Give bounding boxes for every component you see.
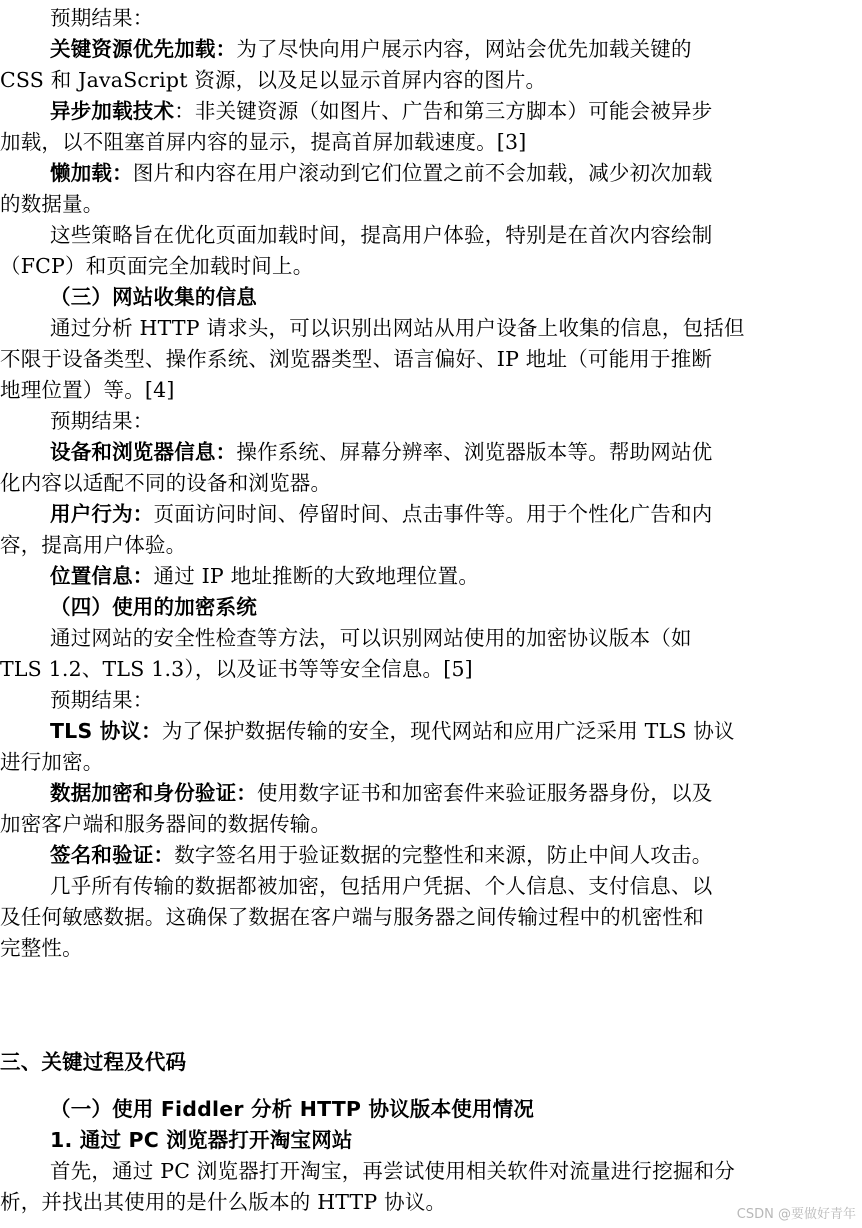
text: 预期结果：: [50, 688, 154, 712]
bold-term: 懒加载：: [50, 161, 133, 185]
text: 操作系统、屏幕分辨率、浏览器版本等。帮助网站优: [236, 440, 713, 464]
paragraph-line: [0, 499, 862, 530]
paragraph-line: [0, 778, 862, 809]
paragraph-line: [0, 561, 862, 592]
paragraph-line: [0, 375, 862, 406]
paragraph-line: [0, 127, 862, 158]
text: 及任何敏感数据。这确保了数据在客户端与服务器之间传输过程中的机密性和: [0, 905, 704, 929]
bold-term: 用户行为：: [50, 502, 154, 526]
paragraph-line: [0, 530, 862, 561]
text: 预期结果：: [50, 6, 154, 30]
paragraph-line: [0, 747, 862, 778]
paragraph-line: [0, 871, 862, 902]
subsection-heading: [0, 1125, 862, 1156]
paragraph-line: [0, 34, 862, 65]
paragraph-line: [0, 189, 862, 220]
paragraph-line: [0, 158, 862, 189]
bold-term: 关键资源优先加载：: [50, 37, 237, 61]
text: 地理位置）等。[4]: [0, 378, 175, 402]
text: 通过分析 HTTP 请求头，可以识别出网站从用户设备上收集的信息，包括但: [50, 316, 745, 340]
text: CSS 和 JavaScript 资源，以及足以显示首屏内容的图片。: [0, 68, 547, 92]
paragraph-line: [0, 654, 862, 685]
text: 为了保护数据传输的安全，现代网站和应用广泛采用 TLS 协议: [161, 719, 735, 743]
heading-text: 1. 通过 PC 浏览器打开淘宝网站: [50, 1128, 353, 1152]
paragraph-line: [0, 313, 862, 344]
bold-term: 数据加密和身份验证：: [50, 781, 257, 805]
paragraph-line: [0, 933, 862, 964]
heading-text: （三）网站收集的信息: [50, 285, 257, 309]
chapter-heading: [0, 1047, 862, 1078]
csdn-watermark: CSDN @要做好青年: [736, 1207, 856, 1222]
paragraph-line: [0, 902, 862, 933]
text: 数字签名用于验证数据的完整性和来源，防止中间人攻击。: [174, 843, 713, 867]
paragraph-line: [0, 1187, 862, 1218]
heading-text: （四）使用的加密系统: [50, 595, 257, 619]
paragraph-line: [0, 809, 862, 840]
paragraph-line: [0, 406, 862, 437]
text: 进行加密。: [0, 750, 104, 774]
paragraph-line: [0, 96, 862, 127]
text: 预期结果：: [50, 409, 154, 433]
text: 几乎所有传输的数据都被加密，包括用户凭据、个人信息、支付信息、以: [50, 874, 713, 898]
paragraph-line: [0, 220, 862, 251]
text: 为了尽快向用户展示内容，网站会优先加载关键的: [236, 37, 692, 61]
bold-term: 异步加载技术: [50, 99, 175, 123]
text: 的数据量。: [0, 192, 104, 216]
paragraph-line: [0, 3, 862, 34]
text: 通过 IP 地址推断的大致地理位置。: [153, 564, 480, 588]
text: 加载，以不阻塞首屏内容的显示，提高首屏加载速度。[3]: [0, 130, 527, 154]
paragraph-line: [0, 251, 862, 282]
paragraph-line: [0, 1156, 862, 1187]
text: 化内容以适配不同的设备和浏览器。: [0, 471, 332, 495]
text: 通过网站的安全性检查等方法，可以识别网站使用的加密协议版本（如: [50, 626, 692, 650]
bold-term: 签名和验证：: [50, 843, 175, 867]
section-heading: [0, 1094, 862, 1125]
heading-text: 三、关键过程及代码: [0, 1050, 187, 1074]
bold-term: 设备和浏览器信息：: [50, 440, 237, 464]
paragraph-line: [0, 840, 862, 871]
paragraph-line: [0, 437, 862, 468]
text: 首先，通过 PC 浏览器打开淘宝，再尝试使用相关软件对流量进行挖掘和分: [50, 1159, 736, 1183]
heading-text: （一）使用 Fiddler 分析 HTTP 协议版本使用情况: [50, 1097, 535, 1121]
paragraph-line: [0, 344, 862, 375]
bold-term: TLS 协议：: [50, 719, 162, 743]
text: 使用数字证书和加密套件来验证服务器身份，以及: [257, 781, 713, 805]
text: 不限于设备类型、操作系统、浏览器类型、语言偏好、IP 地址（可能用于推断: [0, 347, 713, 371]
text: 加密客户端和服务器间的数据传输。: [0, 812, 332, 836]
text: 容，提高用户体验。: [0, 533, 187, 557]
text: 完整性。: [0, 936, 83, 960]
text: 这些策略旨在优化页面加载时间，提高用户体验，特别是在首次内容绘制: [50, 223, 713, 247]
paragraph-line: [0, 65, 862, 96]
paragraph-line: [0, 716, 862, 747]
text: 页面访问时间、停留时间、点击事件等。用于个性化广告和内: [153, 502, 713, 526]
text: ：非关键资源（如图片、广告和第三方脚本）可能会被异步: [174, 99, 713, 123]
text: 图片和内容在用户滚动到它们位置之前不会加载，减少初次加载: [132, 161, 713, 185]
section-heading: [0, 282, 862, 313]
bold-term: 位置信息：: [50, 564, 154, 588]
section-heading: [0, 592, 862, 623]
paragraph-line: [0, 685, 862, 716]
paragraph-line: [0, 623, 862, 654]
paragraph-line: [0, 468, 862, 499]
text: 析，并找出其使用的是什么版本的 HTTP 协议。: [0, 1190, 447, 1214]
text: （FCP）和页面完全加载时间上。: [0, 254, 314, 278]
text: TLS 1.2、TLS 1.3），以及证书等等安全信息。[5]: [0, 657, 473, 681]
